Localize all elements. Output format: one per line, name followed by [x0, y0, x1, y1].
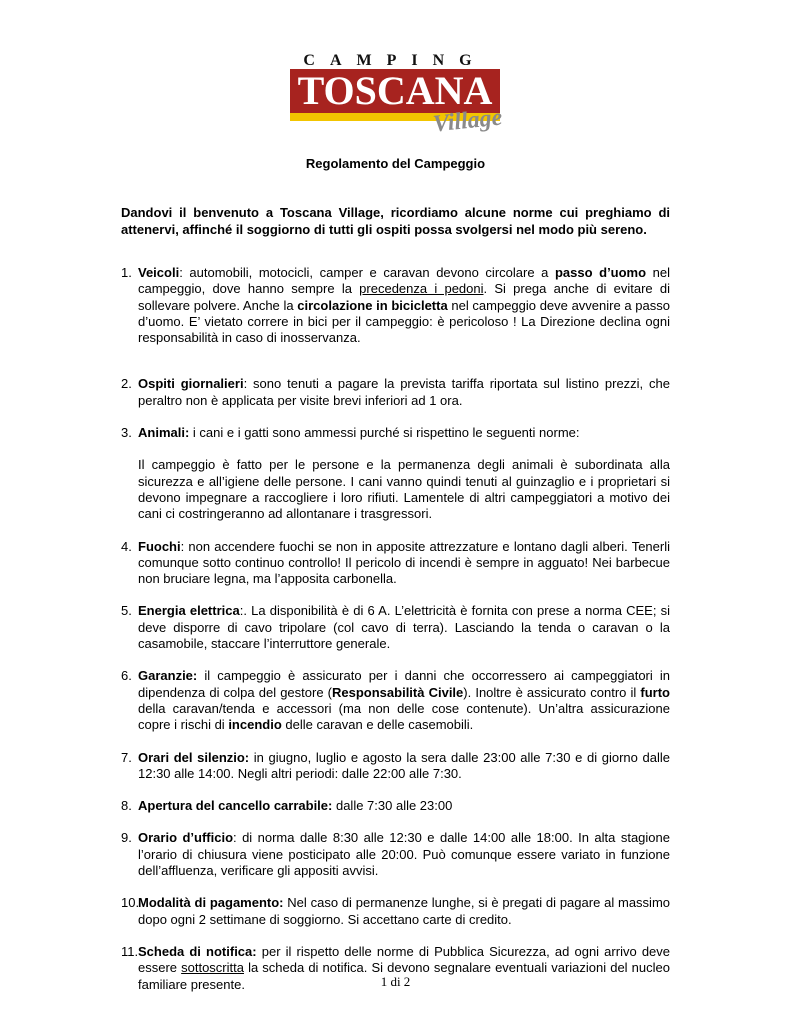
rules-list: [121, 265, 670, 993]
rule-item: [121, 895, 670, 928]
rule-text: Apertura del cancello carrabile: dalle 7:30 alle 23:00: [138, 798, 453, 814]
rule-text: Orario d’ufficio: di norma dalle 8:30 alle 12:30 e dalle 14:00 alle 18:00. In alta stagione l’orario di chiusura viene posticipato alle 20:00. Può comunque essere variato in funzione dell’affluenza, verificare gli appositi avvisi.: [138, 830, 670, 879]
rule-number: 6.: [121, 668, 132, 684]
rule-item: [121, 798, 670, 814]
rule-item: [121, 750, 670, 783]
camping-toscana-village-logo: [288, 52, 504, 138]
rule-item: [121, 425, 670, 522]
rule-subparagraph: Il campeggio è fatto per le persone e la permanenza degli animali è subordinata alla sicurezza e all’igiene delle persone. I cani vanno quindi tenuti al guinzaglio e i proprietari si devono impegnare a raccogliere i loro rifiuti. Lamentele di altri campeggiatori a motivo dei cani ci costringeranno ad allontanare i trasgressori.: [138, 457, 670, 522]
rule-text: Garanzie: il campeggio è assicurato per i danni che occorressero ai campeggiatori in dipendenza di colpa del gestore (Responsabilità Civile). Inoltre è assicurato contro il furto della caravan/tenda e accessori (ma non delle cose contenute). Un’altra assicurazione copre i rischi di incendio delle caravan e delle casemobili.: [138, 668, 670, 733]
rule-text: Modalità di pagamento: Nel caso di permanenze lunghe, si è pregati di pagare al massimo dopo ogni 2 settimane di soggiorno. Si accettano carte di credito.: [138, 895, 670, 927]
rule-number: 2.: [121, 376, 132, 392]
rule-text: Veicoli: automobili, motocicli, camper e caravan devono circolare a passo d’uomo nel campeggio, dove hanno sempre la precedenza i pedoni. Si prega anche di evitare di sollevare polvere. Anche la circolazione in bicicletta nel campeggio deve avvenire a passo d’uomo. E’ vietato correre in bici per il campeggio: è pericoloso ! La Direzione declina ogni responsabilità in caso di inosservanza.: [138, 265, 670, 346]
page-title: Regolamento del Campeggio: [305, 156, 486, 171]
rule-number: 11.: [121, 943, 139, 959]
logo-toscana-text: TOSCANA: [297, 68, 493, 113]
rule-number: 8.: [121, 798, 132, 814]
rule-number: 10.: [121, 895, 140, 911]
rule-number: 4.: [121, 538, 132, 554]
logo-camping-text: CAMPING: [303, 52, 487, 69]
rule-number: 3.: [121, 425, 132, 441]
page-number: 1 di 2: [380, 974, 411, 989]
logo-village-text: Village: [431, 104, 504, 138]
rule-item: [121, 668, 670, 733]
rule-text: Energia elettrica:. La disponibilità è di 6 A. L’elettricità è fornita con prese a norma CEE; si deve disporre di cavo tripolare (col cavo di terra). Lasciando la tenda o caravan o la casamobile, staccare l’interruttore generale.: [138, 603, 670, 652]
rule-text: Orari del silenzio: in giugno, luglio e agosto la sera dalle 23:00 alle 7:30 e di giorno dalle 12:30 alle 14:00. Negli altri periodi: dalle 22:00 alle 7:30.: [138, 749, 670, 781]
rule-text: Fuochi: non accendere fuochi se non in apposite attrezzature e lontano dagli alberi. Tenerli comunque sotto continuo controllo! Il pericolo di incendi è sempre in agguato! Nei barbecue non bruciare legna, ma l’apposita carbonella.: [138, 538, 670, 587]
rule-number: 7.: [121, 749, 132, 765]
rule-number: 9.: [121, 830, 132, 846]
rule-item: [121, 265, 670, 346]
rule-item: [121, 830, 670, 879]
rule-text: Ospiti giornalieri: sono tenuti a pagare la prevista tariffa riportata sul listino prezzi, che peraltro non è applicata per visite brevi inferiori ad 1 ora.: [138, 376, 670, 408]
rule-number: 5.: [121, 603, 132, 619]
rule-item: [121, 603, 670, 652]
rule-item: [121, 539, 670, 588]
rule-number: 1.: [121, 265, 132, 280]
rule-text: Scheda di notifica: per il rispetto delle norme di Pubblica Sicurezza, ad ogni arrivo deve essere sottoscritta la scheda di notifica. Si devono segnalare eventuali variazioni del nucleo familiare presente.: [138, 943, 671, 992]
rule-text: Animali: i cani e i gatti sono ammessi purché si rispettino le seguenti norme:: [138, 425, 580, 441]
intro-paragraph: Dandovi il benvenuto a Toscana Village, ricordiamo alcune norme cui preghiamo di attenervi, affinché il soggiorno di tutti gli ospiti possa svolgersi nel modo più sereno.: [121, 205, 670, 237]
rule-item: [121, 376, 670, 409]
